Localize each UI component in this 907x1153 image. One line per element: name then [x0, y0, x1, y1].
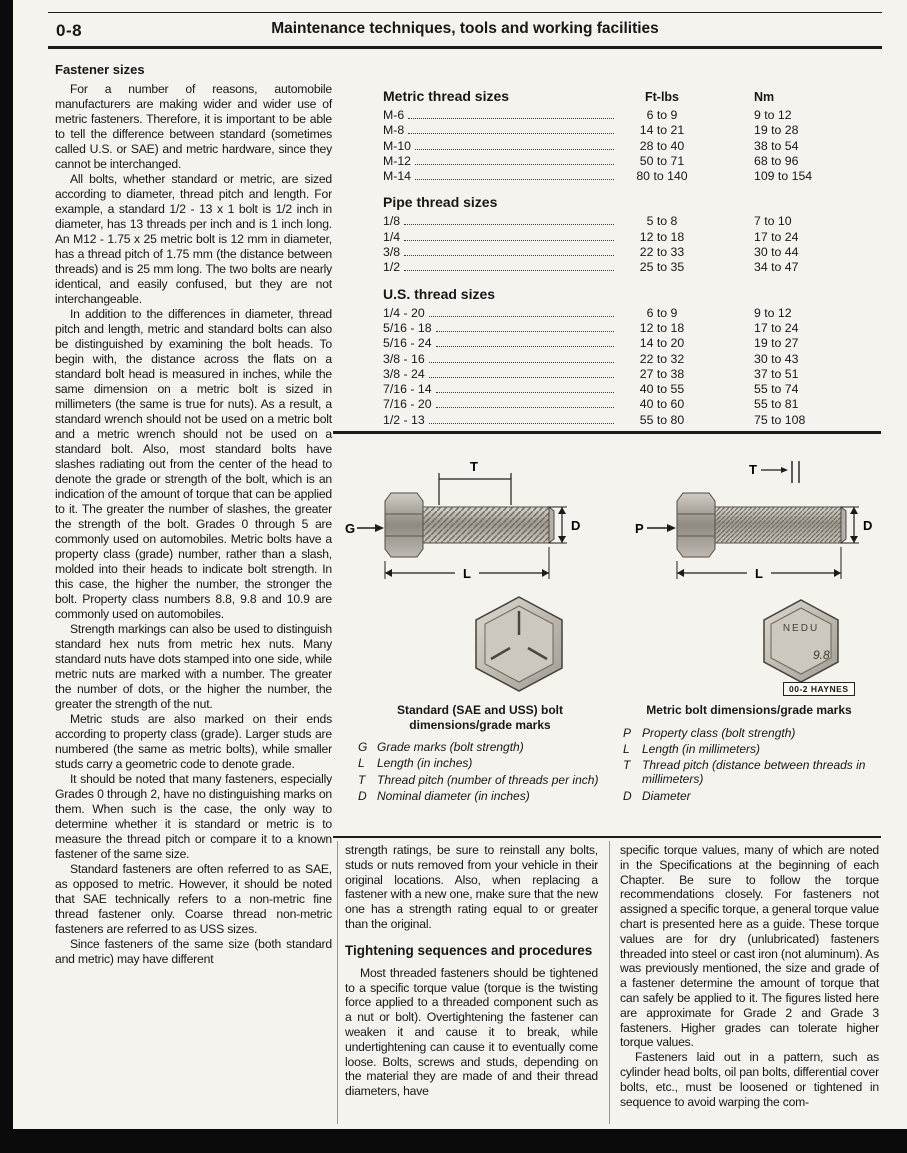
table-row [383, 306, 880, 321]
table-row [383, 169, 880, 184]
caption-title: Metric bolt dimensions/grade marks [646, 703, 852, 717]
paragraph: All bolts, whether standard or metric, are sized according to diameter, thread pitch and length. For example, a standard 1/2 - 13 x 1 bolt is 1/2 inch in diameter, has 13 threads per inch and is 1 inch long. An M12 - 1.75 x 25 metric bolt is 12 mm in diameter, has a thread pitch of 1.75 mm (the distance between threads) and is 25 mm long. The two bolts are nearly identical, and easily confused, but they are not interchangeable. [55, 172, 332, 306]
caption-desc: Thread pitch (distance between threads in millimeters) [642, 758, 866, 787]
table-section-us [383, 286, 880, 428]
paragraph: For a number of reasons, automobile manufacturers are making wider and wider use of metric fasteners. Therefore, it is important to be able to tell the difference between standard (sometimes called U.S. or SAE) and metric hardware, since they cannot be interchanged. [55, 82, 332, 171]
row-label: 5/16 - 24 [383, 336, 432, 351]
row-nm: 68 to 96 [754, 153, 799, 168]
paragraph: Metric studs are also marked on their ends according to property class (grade). Larger studs are numbered (the same as metric bolts), while smaller studs carry a geometric code to denote grade. [55, 712, 332, 771]
caption-key: D [358, 788, 367, 803]
row-label: 5/16 - 18 [383, 320, 432, 335]
table-section-header [383, 88, 880, 104]
caption-item [355, 740, 605, 754]
table-row [383, 397, 880, 412]
caption-item [355, 789, 605, 803]
bolt-figure [333, 445, 881, 835]
table-section-header [383, 194, 880, 210]
row-label: M-8 [383, 123, 405, 138]
row-label: 1/4 - 20 [383, 305, 425, 320]
horizontal-rule [333, 836, 881, 838]
dim-label-l: L [463, 566, 471, 581]
dotted-leader [415, 164, 614, 165]
caption-desc: Diameter [642, 788, 691, 803]
dim-label-t: T [749, 462, 757, 477]
dim-label-g: G [345, 521, 356, 536]
dotted-leader [436, 331, 614, 332]
paragraph: In addition to the differences in diameter, thread pitch and length, metric and standard bolts can also be distinguished by examining the bolt heads. To begin with, the distance across the flats on a standard bolt head is measured in inches, while the same dimension on a metric bolt is sized in millimeters (the same is true for nuts). As a result, a standard wrench should not be used on a metric bolt and a metric wrench should not be used on a standard bolt. Also, most standard bolts have slashes radiating out from the center of the head to denote the grade or strength of the bolt, which is an indication of the amount of torque that can be applied to it. The greater the number of slashes, the greater the strength of the bolt. Grades 0 through 5 are commonly used on automobiles. Metric bolts have a property class (grade) number, rather than a slash, molded into their heads to indicate bolt strength. In this case, the higher the number, the stronger the bolt. Property class numbers 8.8, 9.8 and 10.9 are commonly used on automobiles. [55, 307, 332, 621]
paragraph: Standard fasteners are often referred to as SAE, as opposed to metric. However, it should be noted that SAE technically refers to a non-metric fine thread fastener only. Coarse thread non-metric fasteners are referred to as USS sizes. [55, 862, 332, 936]
row-label: M-10 [383, 138, 412, 153]
table-row [383, 108, 880, 123]
metric-bolt-caption [620, 703, 878, 805]
table-row [383, 139, 880, 154]
dotted-leader [436, 407, 614, 408]
row-nm: 9 to 12 [754, 108, 792, 122]
caption-key: D [623, 788, 632, 803]
metric-bolt-diagram [631, 457, 879, 589]
row-nm: 17 to 24 [754, 320, 799, 335]
dim-label-t: T [470, 459, 478, 474]
row-ftlbs: 14 to 20 [639, 336, 685, 351]
dotted-leader [429, 316, 614, 317]
row-label: 1/2 - 13 [383, 412, 425, 427]
section-title: Metric thread sizes [383, 88, 510, 104]
table-row [383, 367, 880, 382]
scan-left-edge [0, 0, 13, 1153]
page-header [48, 12, 882, 49]
dotted-leader [429, 377, 614, 378]
dim-label-d: D [571, 518, 581, 533]
table-row [383, 352, 880, 367]
row-nm: 55 to 81 [754, 397, 799, 412]
dotted-leader [429, 423, 614, 424]
row-nm: 109 to 154 [754, 169, 813, 184]
standard-bolt-diagram [341, 457, 591, 589]
dotted-leader [429, 362, 614, 363]
table-row [383, 336, 880, 351]
row-nm: 9 to 12 [754, 305, 792, 320]
row-ftlbs: 55 to 80 [639, 412, 685, 427]
row-nm: 17 to 24 [754, 229, 799, 244]
caption-desc: Nominal diameter (in inches) [377, 788, 530, 803]
dim-label-p: P [635, 521, 644, 536]
row-label: M-14 [383, 169, 412, 184]
dim-label-l: L [755, 566, 763, 581]
dotted-leader [404, 270, 614, 271]
row-label: M-6 [383, 108, 405, 122]
metric-head-class-marking: 9.8 [813, 648, 830, 662]
column-divider [337, 841, 338, 1124]
row-nm: 38 to 54 [754, 138, 799, 153]
table-row [383, 230, 880, 245]
caption-title-line: dimensions/grade marks [409, 717, 551, 732]
row-ftlbs: 27 to 38 [639, 366, 685, 381]
section-title: Pipe thread sizes [383, 194, 498, 211]
table-row [383, 214, 880, 229]
table-section-metric [383, 88, 880, 184]
dotted-leader [436, 392, 614, 393]
row-label: 1/8 [383, 214, 401, 229]
section-heading-fastener-sizes: Fastener sizes [55, 62, 145, 77]
caption-desc: Grade marks (bolt strength) [377, 740, 524, 754]
row-label: 1/2 [383, 260, 401, 275]
table-row [383, 413, 880, 428]
dotted-leader [408, 118, 614, 119]
left-column [55, 62, 332, 967]
row-nm: 30 to 44 [754, 245, 799, 260]
caption-key: L [358, 756, 365, 771]
caption-item [620, 742, 878, 756]
row-nm: 37 to 51 [754, 366, 799, 381]
caption-key: P [623, 725, 632, 740]
caption-item [620, 758, 878, 787]
paragraph: strength ratings, be sure to reinstall any bolts, studs or nuts removed from your vehicle in their original locations. Also, when replacing a fastener with a new one, make sure that the new one has a strength rating equal to or greater than the original. [345, 843, 598, 931]
row-nm: 19 to 28 [754, 123, 799, 138]
standard-bolt-head-icon [465, 593, 573, 695]
caption-key: T [358, 772, 366, 787]
paragraph: Since fasteners of the same size (both standard and metric) may have different [55, 937, 332, 966]
paragraph: Fasteners laid out in a pattern, such as cylinder head bolts, oil pan bolts, differential cover bolts, etc., must be loosened or tightened in sequence to avoid warping the com- [620, 1050, 879, 1109]
caption-desc: Property class (bolt strength) [642, 725, 796, 740]
row-ftlbs: 14 to 21 [639, 123, 685, 138]
row-nm: 55 to 74 [754, 382, 799, 397]
column-header-nm: Nm [754, 90, 775, 104]
page-title: Maintenance techniques, tools and working facilities [271, 20, 659, 37]
row-ftlbs: 22 to 32 [639, 351, 685, 366]
caption-title [355, 703, 605, 732]
row-nm: 75 to 108 [754, 412, 806, 427]
table-row [383, 321, 880, 336]
scan-bottom-edge [0, 1129, 907, 1153]
row-label: 3/8 - 16 [383, 351, 425, 366]
caption-key: T [623, 758, 631, 773]
caption-item [620, 726, 878, 740]
table-row [383, 382, 880, 397]
row-nm: 19 to 27 [754, 336, 799, 351]
torque-table [383, 88, 880, 428]
paragraph: Strength markings can also be used to distinguish standard hex nuts from metric hex nuts. Many standard nuts have dots stamped into one side, while metric nuts are marked with a number. The greater the number of dots, or the higher the number, the greater the strength of the nut. [55, 622, 332, 711]
row-label: 3/8 [383, 245, 401, 260]
table-row [383, 154, 880, 169]
table-row [383, 260, 880, 275]
column-divider [609, 841, 610, 1124]
row-ftlbs: 6 to 9 [646, 305, 678, 320]
table-row [383, 245, 880, 260]
row-ftlbs: 80 to 140 [636, 169, 688, 184]
row-nm: 34 to 47 [754, 260, 799, 275]
section-title: U.S. thread sizes [383, 285, 496, 302]
table-section-pipe [383, 194, 880, 275]
paragraph: Most threaded fasteners should be tightened to a specific torque value (torque is the twisting force applied to a threaded component such as a nut or bolt). Overtightening the fastener can weaken it and cause it to break, while undertightening can cause it to eventually come loose. Bolts, screws and studs, depending on the material they are made of and their thread diameters, have [345, 965, 598, 1099]
paragraph: specific torque values, many of which are noted in the Specifications at the beginning of each Chapter. Be sure to follow the torque recommendations closely. For fasteners not assigned a specific torque, a general torque value chart is presented here as a guide. These torque values are for dry (unlubricated) fasteners threaded into steel or cast iron (not aluminum). As was previously mentioned, the size and grade of a fastener determine the amount of torque that can safely be applied to it. The figures listed here are approximate for Grade 2 and Grade 3 fasteners. Higher grades can tolerate higher torque values. [620, 843, 879, 1050]
row-nm: 30 to 43 [754, 351, 799, 366]
table-section-header [383, 286, 880, 302]
row-label: 1/4 [383, 229, 401, 244]
row-ftlbs: 40 to 60 [639, 397, 685, 412]
caption-item [620, 789, 878, 803]
dim-label-d: D [863, 518, 873, 533]
row-ftlbs: 22 to 33 [639, 245, 685, 260]
caption-title-line: Standard (SAE and USS) bolt [396, 703, 563, 717]
standard-bolt-caption [355, 703, 605, 805]
row-ftlbs: 50 to 71 [639, 153, 685, 168]
caption-desc: Length (in inches) [377, 756, 473, 771]
caption-key: G [358, 740, 368, 754]
haynes-figure-badge: 00-2 HAYNES [783, 682, 855, 696]
row-ftlbs: 28 to 40 [639, 138, 685, 153]
dotted-leader [404, 240, 614, 241]
bottom-middle-column [345, 843, 598, 1099]
row-ftlbs: 12 to 18 [639, 229, 685, 244]
row-ftlbs: 40 to 55 [639, 382, 685, 397]
caption-desc: Length (in millimeters) [642, 741, 761, 756]
row-ftlbs: 6 to 9 [646, 108, 678, 122]
dotted-leader [436, 346, 614, 347]
paragraph: It should be noted that many fasteners, especially Grades 0 through 2, have no distinguishing marks on them. When such is the case, the only way to determine whether it is standard or metric is to measure the thread pitch or compare it to a known fastener of the same size. [55, 772, 332, 861]
dotted-leader [408, 133, 614, 134]
table-row [383, 123, 880, 138]
row-nm: 7 to 10 [754, 214, 792, 229]
section-heading-tightening: Tightening sequences and procedures [345, 942, 593, 958]
dotted-leader [404, 255, 614, 256]
row-ftlbs: 25 to 35 [639, 260, 685, 275]
column-header-ftlbs: Ft-lbs [644, 90, 680, 104]
caption-desc: Thread pitch (number of threads per inch) [377, 772, 599, 787]
row-label: 7/16 - 14 [383, 382, 432, 397]
row-ftlbs: 5 to 8 [646, 214, 678, 229]
row-label: 3/8 - 24 [383, 366, 425, 381]
metric-bolt-head-icon [755, 597, 847, 685]
metric-head-brand-marking: NEDU [782, 623, 820, 634]
caption-key: L [623, 741, 630, 756]
caption-item [355, 756, 605, 770]
dotted-leader [415, 149, 614, 150]
row-label: M-12 [383, 153, 412, 168]
row-ftlbs: 12 to 18 [639, 320, 685, 335]
caption-item [355, 773, 605, 787]
horizontal-rule [333, 431, 881, 434]
dotted-leader [404, 224, 614, 225]
page-number: 0-8 [56, 21, 83, 40]
bottom-right-column [620, 843, 879, 1109]
row-label: 7/16 - 20 [383, 397, 432, 412]
dotted-leader [415, 179, 614, 180]
